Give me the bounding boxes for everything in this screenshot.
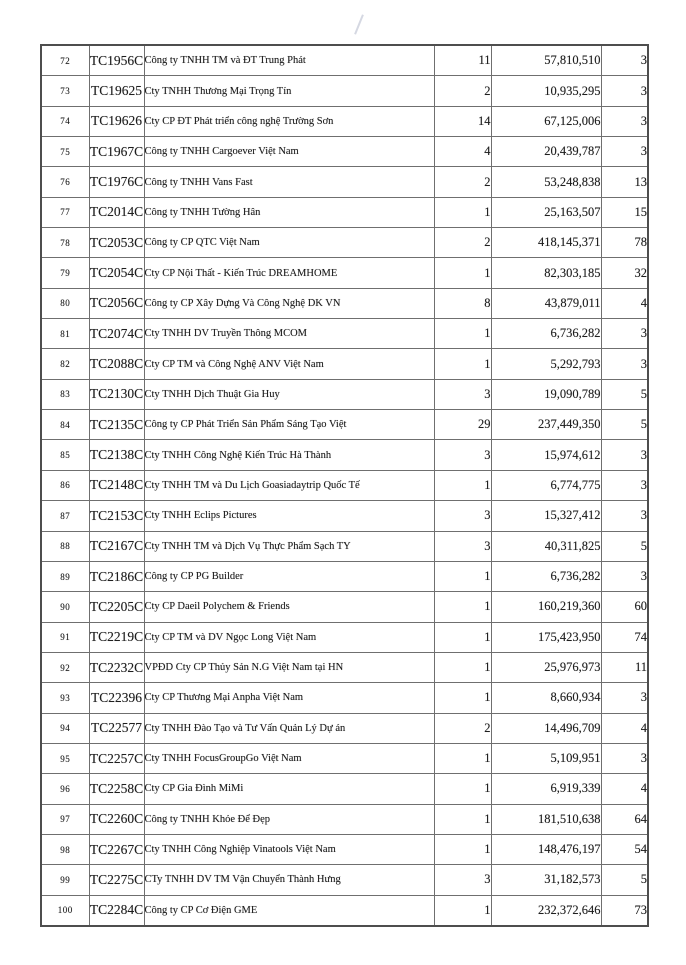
company-name-cell: Công ty CP QTC Việt Nam: [144, 228, 434, 258]
amount-cell: 14,496,709: [491, 713, 601, 743]
row-number-cell: 98: [41, 834, 89, 864]
company-name-cell: Cty TNHH Thương Mại Trọng Tín: [144, 76, 434, 106]
amount-cell: 418,145,371: [491, 228, 601, 258]
table-row: [41, 45, 648, 76]
amount-cell: 5,109,951: [491, 743, 601, 773]
amount-cell: 237,449,350: [491, 410, 601, 440]
extra-count-cell: 3: [601, 137, 648, 167]
amount-cell: 31,182,573: [491, 865, 601, 895]
row-number-cell: 96: [41, 774, 89, 804]
company-name-cell: Cty CP Daeil Polychem & Friends: [144, 592, 434, 622]
row-number-cell: 95: [41, 743, 89, 773]
table-row: [41, 683, 648, 713]
extra-count-cell: 3: [601, 470, 648, 500]
count-cell: 1: [434, 592, 491, 622]
count-cell: 1: [434, 834, 491, 864]
count-cell: 11: [434, 45, 491, 76]
table-row: [41, 531, 648, 561]
row-number-cell: 82: [41, 349, 89, 379]
company-code-cell: TC22577: [89, 713, 144, 743]
count-cell: 2: [434, 167, 491, 197]
count-cell: 1: [434, 804, 491, 834]
extra-count-cell: 54: [601, 834, 648, 864]
amount-cell: 25,163,507: [491, 197, 601, 227]
extra-count-cell: 3: [601, 76, 648, 106]
amount-cell: 25,976,973: [491, 652, 601, 682]
company-code-cell: TC2054C: [89, 258, 144, 288]
company-name-cell: Công ty TNHH Khỏe Để Đẹp: [144, 804, 434, 834]
company-name-cell: Cty CP Nội Thất - Kiến Trúc DREAMHOME: [144, 258, 434, 288]
company-name-cell: Công ty CP Xây Dựng Và Công Nghệ DK VN: [144, 288, 434, 318]
company-code-cell: TC2130C: [89, 379, 144, 409]
slash-mark: [354, 14, 364, 34]
company-name-cell: Cty TNHH TM và Du Lịch Goasiadaytrip Quốc Tế: [144, 470, 434, 500]
company-name-cell: Cty TNHH Dịch Thuật Gia Huy: [144, 379, 434, 409]
count-cell: 1: [434, 683, 491, 713]
company-name-cell: Cty CP TM và Công Nghệ ANV Việt Nam: [144, 349, 434, 379]
row-number-cell: 81: [41, 319, 89, 349]
extra-count-cell: 4: [601, 288, 648, 318]
count-cell: 1: [434, 561, 491, 591]
company-name-cell: Cty TNHH DV Truyền Thông MCOM: [144, 319, 434, 349]
count-cell: 3: [434, 501, 491, 531]
count-cell: 2: [434, 713, 491, 743]
company-code-cell: TC2053C: [89, 228, 144, 258]
extra-count-cell: 3: [601, 561, 648, 591]
row-number-cell: 85: [41, 440, 89, 470]
row-number-cell: 86: [41, 470, 89, 500]
row-number-cell: 89: [41, 561, 89, 591]
row-number-cell: 76: [41, 167, 89, 197]
table-row: [41, 774, 648, 804]
company-code-cell: TC2205C: [89, 592, 144, 622]
row-number-cell: 87: [41, 501, 89, 531]
company-name-cell: Công ty CP Cơ Điện GME: [144, 895, 434, 926]
count-cell: 1: [434, 319, 491, 349]
extra-count-cell: 13: [601, 167, 648, 197]
row-number-cell: 99: [41, 865, 89, 895]
company-name-cell: VPĐD Cty CP Thủy Sản N.G Việt Nam tại HN: [144, 652, 434, 682]
company-name-cell: Công ty TNHH Vans Fast: [144, 167, 434, 197]
company-name-cell: Cty CP TM và DV Ngọc Long Việt Nam: [144, 622, 434, 652]
row-number-cell: 78: [41, 228, 89, 258]
company-code-cell: TC2135C: [89, 410, 144, 440]
count-cell: 8: [434, 288, 491, 318]
row-number-cell: 74: [41, 106, 89, 136]
amount-cell: 67,125,006: [491, 106, 601, 136]
company-code-cell: TC2275C: [89, 865, 144, 895]
table-row: [41, 470, 648, 500]
count-cell: 1: [434, 258, 491, 288]
company-code-cell: TC2219C: [89, 622, 144, 652]
company-name-cell: Cty TNHH Công Nghiệp Vinatools Việt Nam: [144, 834, 434, 864]
extra-count-cell: 3: [601, 349, 648, 379]
company-name-cell: Cty CP ĐT Phát triển công nghệ Trường Sơn: [144, 106, 434, 136]
table-row: [41, 743, 648, 773]
amount-cell: 15,327,412: [491, 501, 601, 531]
row-number-cell: 88: [41, 531, 89, 561]
company-name-cell: Cty CP Thương Mại Anpha Việt Nam: [144, 683, 434, 713]
count-cell: 1: [434, 470, 491, 500]
row-number-cell: 72: [41, 45, 89, 76]
amount-cell: 148,476,197: [491, 834, 601, 864]
row-number-cell: 80: [41, 288, 89, 318]
company-table: [40, 44, 649, 927]
row-number-cell: 91: [41, 622, 89, 652]
count-cell: 3: [434, 865, 491, 895]
row-number-cell: 79: [41, 258, 89, 288]
company-name-cell: Công ty TNHH TM và ĐT Trung Phát: [144, 45, 434, 76]
extra-count-cell: 4: [601, 774, 648, 804]
extra-count-cell: 3: [601, 319, 648, 349]
amount-cell: 181,510,638: [491, 804, 601, 834]
table-row: [41, 137, 648, 167]
table-row: [41, 834, 648, 864]
company-code-cell: TC2258C: [89, 774, 144, 804]
company-code-cell: TC19625: [89, 76, 144, 106]
table-row: [41, 561, 648, 591]
count-cell: 2: [434, 76, 491, 106]
table-row: [41, 592, 648, 622]
row-number-cell: 84: [41, 410, 89, 440]
company-name-cell: Cty TNHH Công Nghệ Kiến Trúc Hà Thành: [144, 440, 434, 470]
company-code-cell: TC2260C: [89, 804, 144, 834]
company-name-cell: Công ty TNHH Cargoever Việt Nam: [144, 137, 434, 167]
company-name-cell: CTy TNHH DV TM Vận Chuyển Thành Hưng: [144, 865, 434, 895]
company-name-cell: Cty TNHH Eclips Pictures: [144, 501, 434, 531]
amount-cell: 232,372,646: [491, 895, 601, 926]
company-code-cell: TC2088C: [89, 349, 144, 379]
amount-cell: 19,090,789: [491, 379, 601, 409]
company-name-cell: Công ty CP PG Builder: [144, 561, 434, 591]
row-number-cell: 94: [41, 713, 89, 743]
table-row: [41, 713, 648, 743]
extra-count-cell: 64: [601, 804, 648, 834]
count-cell: 1: [434, 622, 491, 652]
row-number-cell: 100: [41, 895, 89, 926]
row-number-cell: 97: [41, 804, 89, 834]
extra-count-cell: 60: [601, 592, 648, 622]
extra-count-cell: 4: [601, 713, 648, 743]
company-code-cell: TC2138C: [89, 440, 144, 470]
extra-count-cell: 3: [601, 45, 648, 76]
count-cell: 3: [434, 379, 491, 409]
table-row: [41, 652, 648, 682]
count-cell: 14: [434, 106, 491, 136]
count-cell: 1: [434, 652, 491, 682]
extra-count-cell: 74: [601, 622, 648, 652]
table-row: [41, 349, 648, 379]
company-code-cell: TC2148C: [89, 470, 144, 500]
count-cell: 4: [434, 137, 491, 167]
extra-count-cell: 3: [601, 683, 648, 713]
extra-count-cell: 78: [601, 228, 648, 258]
row-number-cell: 73: [41, 76, 89, 106]
count-cell: 2: [434, 228, 491, 258]
table-row: [41, 895, 648, 926]
amount-cell: 10,935,295: [491, 76, 601, 106]
amount-cell: 82,303,185: [491, 258, 601, 288]
table-row: [41, 319, 648, 349]
amount-cell: 8,660,934: [491, 683, 601, 713]
amount-cell: 6,919,339: [491, 774, 601, 804]
table-row: [41, 76, 648, 106]
count-cell: 1: [434, 774, 491, 804]
company-code-cell: TC19626: [89, 106, 144, 136]
company-code-cell: TC1976C: [89, 167, 144, 197]
company-code-cell: TC2014C: [89, 197, 144, 227]
amount-cell: 43,879,011: [491, 288, 601, 318]
count-cell: 29: [434, 410, 491, 440]
table-row: [41, 197, 648, 227]
table-body: [41, 45, 648, 926]
row-number-cell: 92: [41, 652, 89, 682]
table-row: [41, 258, 648, 288]
table-row: [41, 106, 648, 136]
company-name-cell: Cty TNHH FocusGroupGo Việt Nam: [144, 743, 434, 773]
extra-count-cell: 5: [601, 379, 648, 409]
company-code-cell: TC2074C: [89, 319, 144, 349]
row-number-cell: 93: [41, 683, 89, 713]
extra-count-cell: 11: [601, 652, 648, 682]
count-cell: 1: [434, 349, 491, 379]
amount-cell: 15,974,612: [491, 440, 601, 470]
count-cell: 3: [434, 531, 491, 561]
table-row: [41, 288, 648, 318]
extra-count-cell: 73: [601, 895, 648, 926]
extra-count-cell: 3: [601, 501, 648, 531]
company-code-cell: TC2186C: [89, 561, 144, 591]
company-name-cell: Cty TNHH Đào Tạo và Tư Vấn Quản Lý Dự án: [144, 713, 434, 743]
extra-count-cell: 5: [601, 410, 648, 440]
company-code-cell: TC2232C: [89, 652, 144, 682]
company-code-cell: TC2284C: [89, 895, 144, 926]
table-row: [41, 167, 648, 197]
table-row: [41, 379, 648, 409]
company-name-cell: Cty CP Gia Đình MiMi: [144, 774, 434, 804]
company-code-cell: TC2153C: [89, 501, 144, 531]
amount-cell: 5,292,793: [491, 349, 601, 379]
amount-cell: 40,311,825: [491, 531, 601, 561]
extra-count-cell: 32: [601, 258, 648, 288]
amount-cell: 6,736,282: [491, 319, 601, 349]
amount-cell: 57,810,510: [491, 45, 601, 76]
company-code-cell: TC2056C: [89, 288, 144, 318]
row-number-cell: 90: [41, 592, 89, 622]
amount-cell: 160,219,360: [491, 592, 601, 622]
company-code-cell: TC2167C: [89, 531, 144, 561]
count-cell: 3: [434, 440, 491, 470]
extra-count-cell: 5: [601, 531, 648, 561]
company-code-cell: TC22396: [89, 683, 144, 713]
count-cell: 1: [434, 895, 491, 926]
table-row: [41, 501, 648, 531]
amount-cell: 20,439,787: [491, 137, 601, 167]
company-code-cell: TC1956C: [89, 45, 144, 76]
table-row: [41, 228, 648, 258]
company-name-cell: Công ty TNHH Tường Hân: [144, 197, 434, 227]
company-code-cell: TC1967C: [89, 137, 144, 167]
extra-count-cell: 3: [601, 106, 648, 136]
company-code-cell: TC2267C: [89, 834, 144, 864]
extra-count-cell: 3: [601, 440, 648, 470]
table-row: [41, 440, 648, 470]
amount-cell: 53,248,838: [491, 167, 601, 197]
extra-count-cell: 5: [601, 865, 648, 895]
extra-count-cell: 3: [601, 743, 648, 773]
table-row: [41, 804, 648, 834]
row-number-cell: 77: [41, 197, 89, 227]
company-code-cell: TC2257C: [89, 743, 144, 773]
table-row: [41, 865, 648, 895]
row-number-cell: 83: [41, 379, 89, 409]
amount-cell: 6,774,775: [491, 470, 601, 500]
count-cell: 1: [434, 743, 491, 773]
table-row: [41, 410, 648, 440]
table-row: [41, 622, 648, 652]
company-name-cell: Công ty CP Phát Triển Sản Phẩm Sáng Tạo Việt: [144, 410, 434, 440]
row-number-cell: 75: [41, 137, 89, 167]
company-name-cell: Cty TNHH TM và Dịch Vụ Thực Phẩm Sạch TY: [144, 531, 434, 561]
amount-cell: 6,736,282: [491, 561, 601, 591]
count-cell: 1: [434, 197, 491, 227]
amount-cell: 175,423,950: [491, 622, 601, 652]
extra-count-cell: 15: [601, 197, 648, 227]
